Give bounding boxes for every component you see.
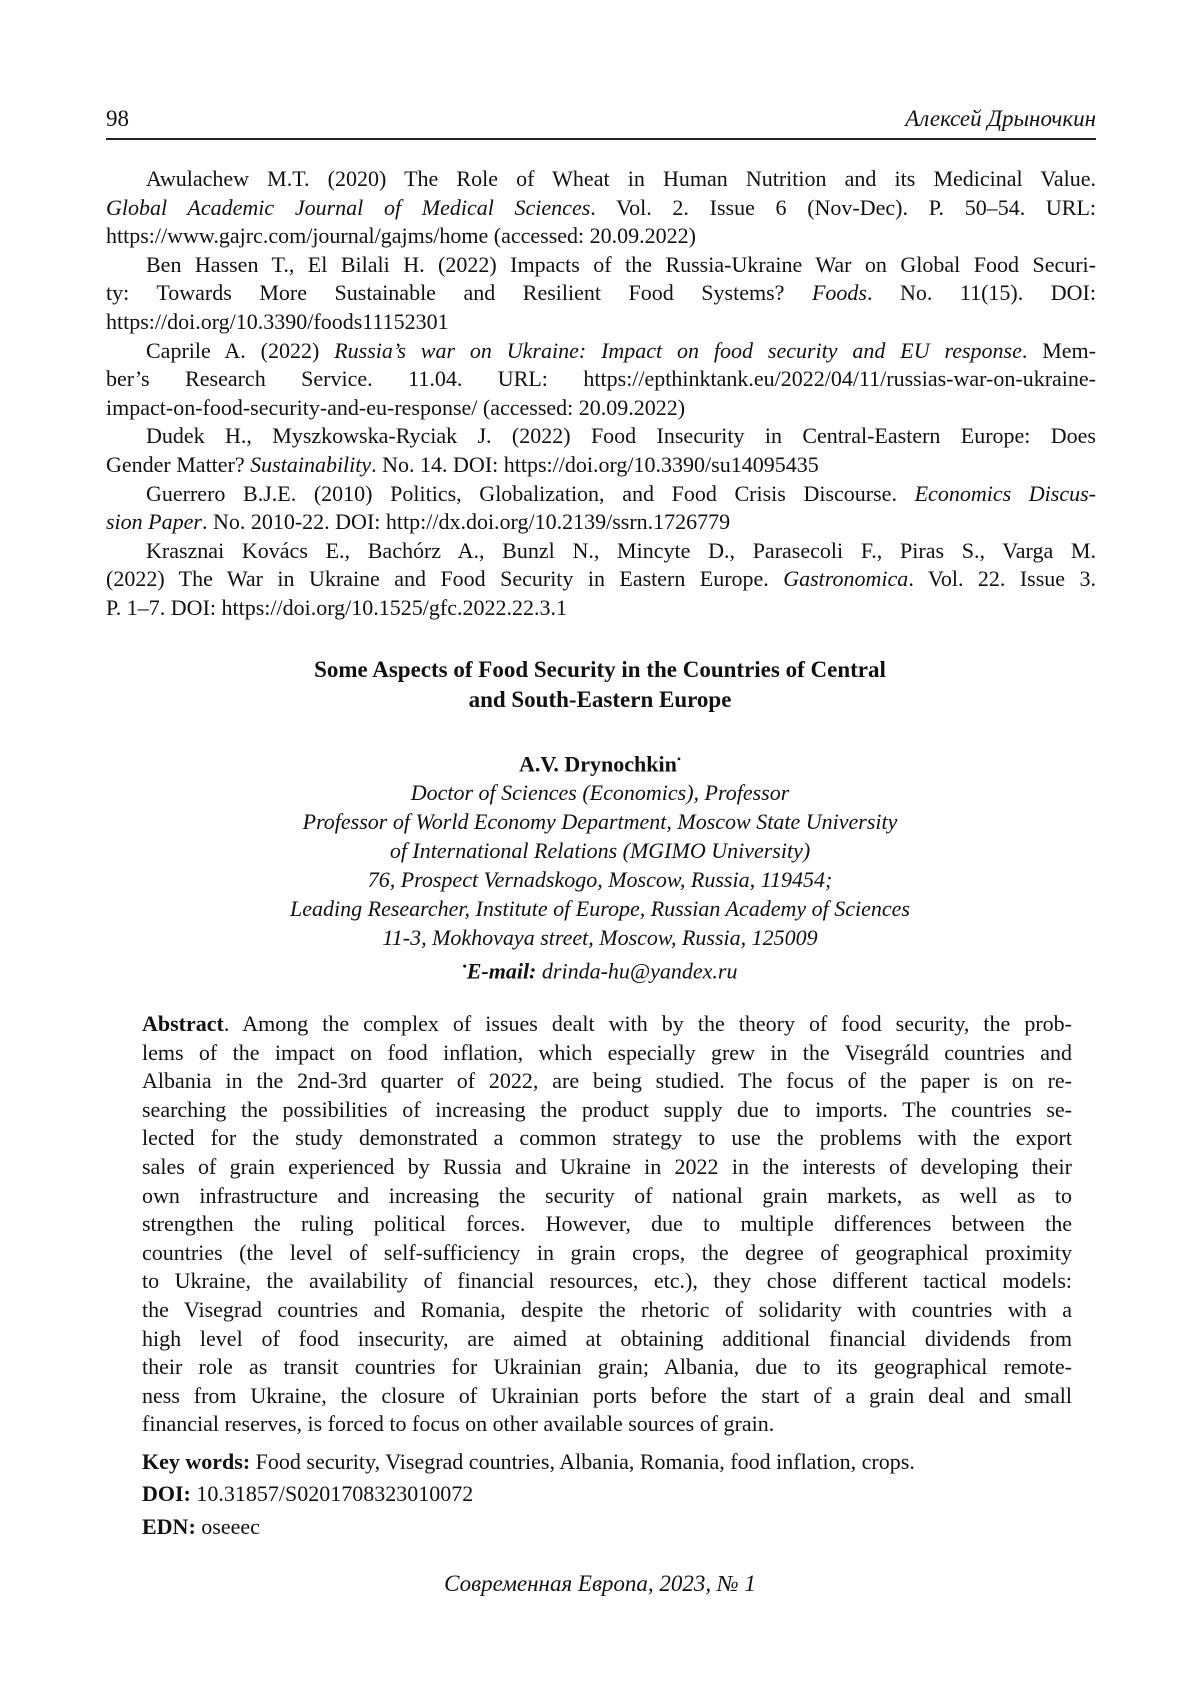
abstract-line <box>142 1182 1072 1211</box>
edn-value: oseeec <box>195 1514 260 1539</box>
email-label: E-mail: <box>466 958 537 984</box>
text-segment: searching the possibilities of increasing the product supply due to imports. The countries se- <box>142 1096 1072 1122</box>
text-segment: Awulachew M.T. (2020) The Role of Wheat in Human Nutrition and its Medicinal Value. <box>146 166 1096 191</box>
page-footer: Современная Европа, 2023, № 1 <box>444 1571 756 1596</box>
title-line: Some Aspects of Food Security in the Countries of Central <box>314 657 886 682</box>
reference-line <box>106 194 1096 223</box>
title-line: and South-Eastern Europe <box>468 687 732 712</box>
abstract-line <box>142 1267 1072 1296</box>
abstract-line <box>142 1010 1072 1039</box>
text-segment: . Vol. 2. Issue 6 (Nov-Dec). P. 50–54. URL: <box>590 194 1096 220</box>
abstract <box>142 1010 1072 1439</box>
reference-line <box>106 222 1096 251</box>
text-segment: countries (the level of self-sufficiency in grain crops, the degree of geographical proximity <box>142 1239 1072 1265</box>
text-segment: Dudek H., Myszkowska-Ryciak J. (2022) Food Insecurity in Central-Eastern Europe: Does <box>146 423 1096 449</box>
abstract-line <box>142 1296 1072 1325</box>
text-segment: Sustainability <box>250 451 372 477</box>
text-segment: . Mem- <box>1021 337 1096 363</box>
reference-line <box>106 508 1096 537</box>
abstract-line <box>142 1039 1072 1068</box>
text-segment: Abstract <box>142 1011 224 1036</box>
text-segment: strengthen the ruling political forces. However, due to multiple differences between the <box>142 1211 1072 1237</box>
affiliation-line: Professor of World Economy Department, Moscow State University <box>302 809 898 835</box>
email-mark: • <box>462 959 467 974</box>
text-segment: their role as transit countries for Ukrainian grain; Albania, due to its geographical remote- <box>142 1354 1072 1380</box>
reference-item <box>106 422 1096 479</box>
keywords-label: Key words: <box>142 1449 251 1474</box>
text-segment: Ben Hassen T., El Bilali H. (2022) Impacts of the Russia-Ukraine War on Global Food Securi- <box>146 251 1096 277</box>
text-segment: Gastronomica <box>783 566 909 592</box>
text-segment: Gender Matter? <box>106 451 251 477</box>
reference-line <box>106 537 1096 566</box>
edn <box>142 1514 260 1540</box>
affiliation-line: Doctor of Sciences (Economics), Professor <box>410 780 790 806</box>
abstract-line <box>142 1353 1072 1382</box>
abstract-line <box>142 1124 1072 1153</box>
reference-line <box>106 394 1096 423</box>
keywords <box>142 1449 915 1475</box>
reference-line <box>106 451 1096 480</box>
text-segment: lems of the impact on food inflation, which especially grew in the Visegráld countries and <box>142 1039 1072 1065</box>
reference-item <box>106 480 1096 537</box>
keywords-value: Food security, Visegrad countries, Albania, Romania, food inflation, crops. <box>250 1449 915 1474</box>
text-segment: ness from Ukraine, the closure of Ukrainian ports before the start of a grain deal and small <box>142 1382 1072 1408</box>
text-segment: . No. 14. DOI: https://doi.org/10.3390/su14095435 <box>371 451 819 477</box>
text-segment: Albania in the 2nd-3rd quarter of 2022, are being studied. The focus of the paper is on re- <box>142 1068 1072 1094</box>
reference-item <box>106 337 1096 423</box>
text-segment: P. 1–7. DOI: https://doi.org/10.1525/gfc.2022.22.3.1 <box>106 594 567 620</box>
text-segment: Foods <box>811 280 867 306</box>
text-segment: lected for the study demonstrated a common strategy to use the problems with the export <box>142 1125 1072 1151</box>
text-segment: high level of food insecurity, are aimed at obtaining additional financial dividends from <box>142 1325 1072 1351</box>
reference-item <box>106 165 1096 251</box>
reference-line <box>106 165 1096 194</box>
abstract-line <box>142 1410 1072 1439</box>
reference-line <box>106 308 1096 337</box>
reference-line <box>106 337 1096 366</box>
abstract-line <box>142 1153 1072 1182</box>
abstract-line <box>142 1325 1072 1354</box>
affiliation-line: 76, Prospect Vernadskogo, Moscow, Russia, 119454; <box>367 867 833 893</box>
doi-value[interactable]: 10.31857/S0201708323010072 <box>190 1481 474 1506</box>
text-segment: Economics Discus- <box>914 480 1096 506</box>
abstract-line <box>142 1382 1072 1411</box>
author-name: A.V. Drynochkin <box>518 751 677 777</box>
affiliation-line: Leading Researcher, Institute of Europe, Russian Academy of Sciences <box>290 896 910 922</box>
page-number: 98 <box>106 106 129 131</box>
running-head: Алексей Дрыночкин <box>905 106 1096 131</box>
affiliation-line: 11-3, Mokhovaya street, Moscow, Russia, 125009 <box>382 925 818 951</box>
text-segment: to Ukraine, the availability of financial resources, etc.), they chose different tactical models: <box>142 1268 1072 1294</box>
text-segment: the Visegrad countries and Romania, despite the rhetoric of solidarity with countries with a <box>142 1296 1072 1322</box>
text-segment: sales of grain experienced by Russia and Ukraine in 2022 in the interests of developing their <box>142 1153 1072 1179</box>
reference-line <box>106 251 1096 280</box>
abstract-line <box>142 1067 1072 1096</box>
abstract-line <box>142 1096 1072 1125</box>
text-segment: own infrastructure and increasing the security of national grain markets, as well as to <box>142 1182 1072 1208</box>
text-segment: . Among the complex of issues dealt with by the theory of food security, the prob- <box>223 1011 1072 1036</box>
text-segment: ty: Towards More Sustainable and Resilient Food Systems? <box>106 280 812 306</box>
text-segment: financial reserves, is forced to focus on other available sources of grain. <box>142 1411 775 1437</box>
abstract-line <box>142 1210 1072 1239</box>
text-segment: . No. 11(15). DOI: <box>866 280 1096 306</box>
reference-item <box>106 251 1096 337</box>
text-segment: . Vol. 22. Issue 3. <box>908 566 1096 592</box>
reference-list <box>106 165 1096 623</box>
edn-label: EDN: <box>142 1514 196 1539</box>
text-segment: https://doi.org/10.3390/foods11152301 <box>106 308 449 334</box>
author-mark: • <box>676 752 682 766</box>
author-block <box>100 745 1100 986</box>
text-segment: Caprile A. (2022) <box>146 337 335 363</box>
text-segment: sion Paper <box>106 509 202 535</box>
text-segment: Russia’s war on Ukraine: Impact on food security and EU response <box>334 337 1022 363</box>
reference-line <box>106 422 1096 451</box>
text-segment: Krasznai Kovács E., Bachórz A., Bunzl N., Mincyte D., Parasecoli F., Piras S., Varga M. <box>146 537 1096 563</box>
text-segment: Global Academic Journal of Medical Sciences <box>106 194 591 220</box>
page-header <box>106 104 1096 140</box>
email-link[interactable]: drinda-hu@yandex.ru <box>541 958 738 984</box>
doi <box>142 1481 473 1507</box>
text-segment: (2022) The War in Ukraine and Food Security in Eastern Europe. <box>106 566 784 592</box>
reference-line <box>106 480 1096 509</box>
reference-line <box>106 365 1096 394</box>
text-segment: . No. 2010-22. DOI: http://dx.doi.org/10.2139/ssrn.1726779 <box>201 509 731 535</box>
reference-line <box>106 279 1096 308</box>
abstract-line <box>142 1239 1072 1268</box>
text-segment: https://www.gajrc.com/journal/gajms/home (accessed: 20.09.2022) <box>106 223 696 249</box>
reference-line <box>106 594 1096 623</box>
text-segment: ber’s Research Service. 11.04. URL: https://epthinktank.eu/2022/04/11/russias-war-on-ukraine- <box>106 366 1096 392</box>
doi-label: DOI: <box>142 1481 191 1506</box>
affiliation-line: of International Relations (MGIMO University) <box>389 838 811 864</box>
text-segment: impact-on-food-security-and-eu-response/ (accessed: 20.09.2022) <box>106 394 686 420</box>
reference-line <box>106 565 1096 594</box>
text-segment: Guerrero B.J.E. (2010) Politics, Globalization, and Food Crisis Discourse. <box>146 480 915 506</box>
reference-item <box>106 537 1096 623</box>
article-title <box>100 655 1100 715</box>
